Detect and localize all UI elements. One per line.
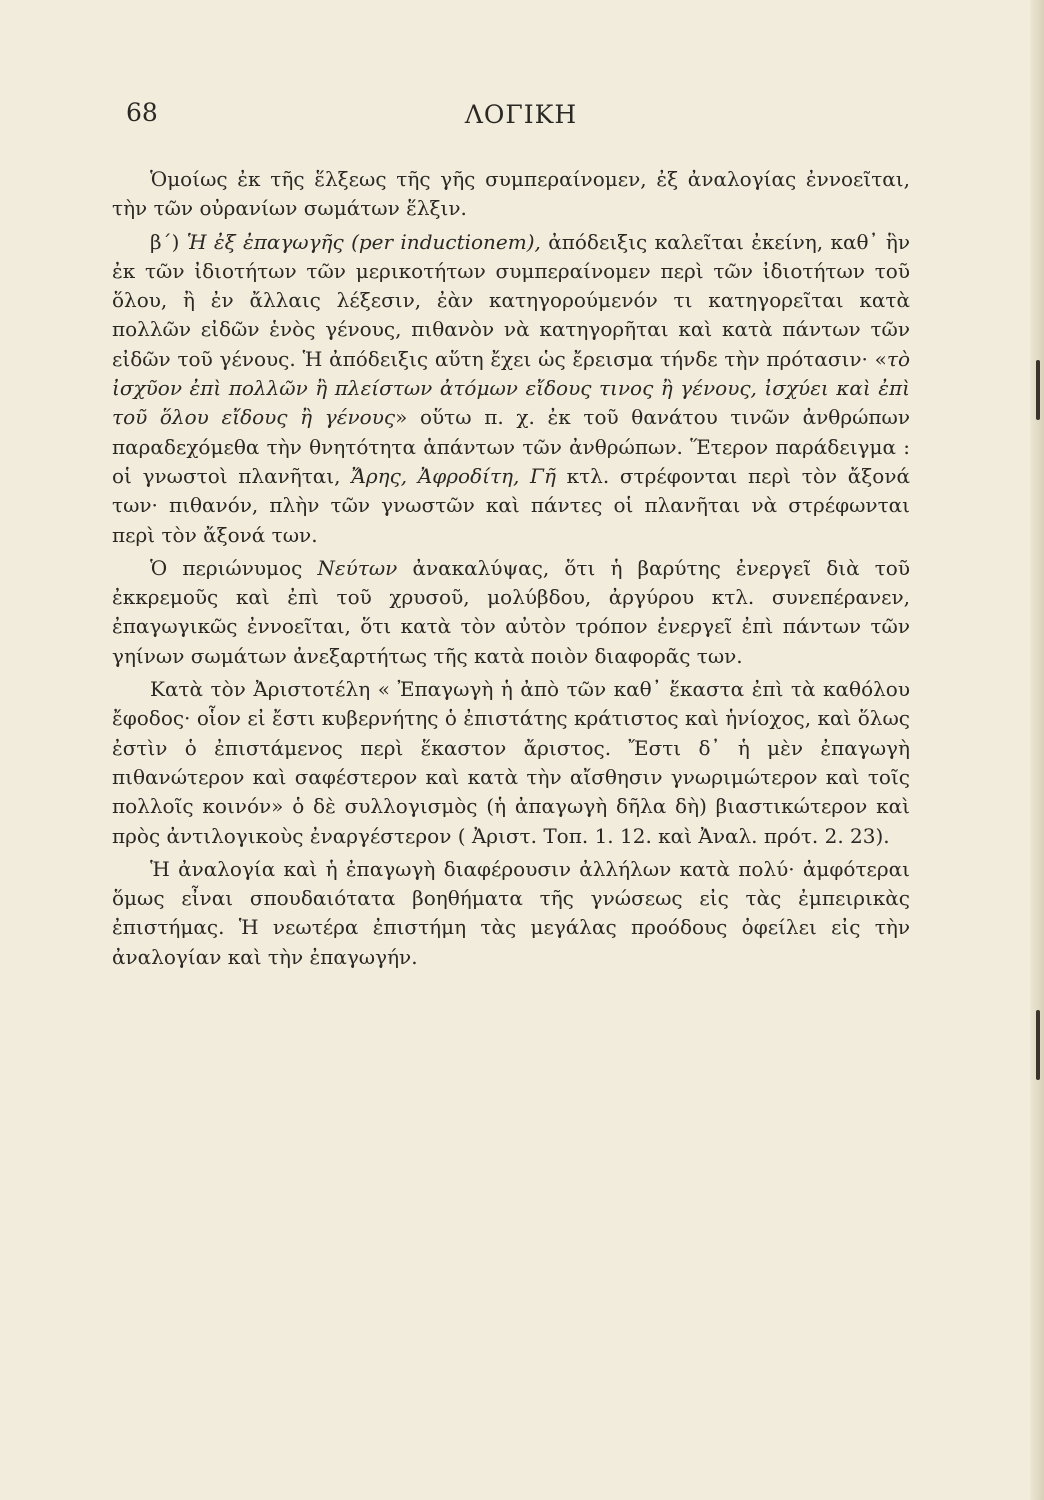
paragraph-4: Κατὰ τὸν Ἀριστοτέλη « Ἐπαγωγὴ ἡ ἀπὸ τῶν καθ᾽ ἕκαστα ἐπὶ τὰ καθόλου ἔφοδος· οἷον εἰ ἔστι κυβερνήτης ὁ ἐπιστάτης κράτιστος καὶ ἡνίοχος, καὶ ὅλως ἐστὶν ὁ ἐπιστάμενος περὶ ἕκαστον ἄριστος. Ἔστι δ᾽ ἡ μὲν ἐπαγωγὴ πιθανώτερον καὶ σαφέστερον καὶ κατὰ τὴν αἴσθησιν γνωριμώτερον καὶ τοῖς πολλοῖς κοινόν» ὁ δὲ συλλογισμὸς (ἡ ἀπαγωγὴ δῆλα δὴ) βιαστικώτερον καὶ πρὸς ἀντιλογικοὺς ἐναργέστερον ( Ἀριστ. Τοπ. 1. 12. καὶ Ἀναλ. πρότ. 2. 23). — [112, 677, 910, 848]
body-text — [112, 165, 910, 972]
p2-text-2: » οὕτω π. χ. ἐκ τοῦ θανάτου τινῶν ἀνθρώπων παραδεχόμεθα τὴν θνητότητα ἁπάντων τῶν ἀνθρώπων. Ἕτερον παράδειγμα : οἱ γνωστοὶ πλανῆται, — [112, 405, 910, 488]
paragraph-2 — [112, 228, 910, 550]
margin-mark — [1036, 1010, 1040, 1080]
page-number: 68 — [126, 98, 158, 127]
p2-term: Ἡ ἐξ ἐπαγωγῆς (per inductionem), — [186, 229, 541, 254]
p2-text: ἀπόδειξις καλεῖται ἐκείνη, καθ᾽ ἣν ἐκ τῶν ἰδιοτήτων τῶν μερικοτήτων συμπεραίνομεν περὶ τῶν ἰδιοτήτων τοῦ ὅλου, ἢ ἐν ἄλλαις λέξεσιν, ἐὰν κατηγορούμενόν τι κατηγορεῖται κατὰ πολλῶν εἰδῶν ἑνὸς γένους, πιθανὸν νὰ κατηγορῆται καὶ κατὰ πάντων τῶν εἰδῶν τοῦ γένους. Ἡ ἀπόδειξις αὕτη ἔχει ὡς ἔρεισμα τήνδε τὴν πρότασιν· « — [112, 229, 910, 371]
paragraph-3 — [112, 554, 910, 671]
p2-text-3: κτλ. στρέφονται περὶ τὸν ἄξονά των· πιθανόν, πλὴν τῶν γνωστῶν καὶ πάντες οἱ πλανῆται νὰ στρέφωνται περὶ τὸν ἄξονά των. — [112, 463, 910, 547]
paragraph-1: Ὁμοίως ἐκ τῆς ἕλξεως τῆς γῆς συμπεραίνομεν, ἐξ ἀναλογίας ἐννοεῖται, τὴν τῶν οὐρανίων σωμάτων ἕλξιν. — [112, 167, 910, 221]
page-edge — [1030, 0, 1044, 1500]
p2-planets: Ἄρης, Ἀφροδίτη, Γῆ — [351, 463, 556, 488]
p3-name: Νεύτων — [317, 555, 398, 580]
running-title: ΛΟΓΙΚΗ — [464, 100, 578, 129]
page-header — [126, 98, 916, 138]
p2-marker: β΄) — [150, 229, 187, 254]
p3-text: Ὁ περιώνυμος — [150, 555, 318, 580]
p3-text-2: ἀνακαλύψας, ὅτι ἡ βαρύτης ἐνεργεῖ διὰ τοῦ ἐκκρεμοῦς καὶ ἐπὶ τοῦ χρυσοῦ, μολύβδου, ἀργύρου κτλ. συνεπέρανεν, ἐπαγωγικῶς ἐννοεῖται, ὅτι κατὰ τὸν αὐτὸν τρόπον ἐνεργεῖ ἐπὶ πάντων τῶν γηίνων σωμάτων ἀνεξαρτήτως τῆς κατὰ ποιὸν διαφορᾶς των. — [112, 555, 910, 668]
margin-mark — [1036, 360, 1040, 420]
paragraph-5: Ἡ ἀναλογία καὶ ἡ ἐπαγωγὴ διαφέρουσιν ἀλλήλων κατὰ πολύ· ἀμφότεραι ὅμως εἶναι σπουδαιότατα βοηθήματα τῆς γνώσεως εἰς τὰς ἐμπειρικὰς ἐπιστήμας. Ἡ νεωτέρα ἐπιστήμη τὰς μεγάλας προόδους ὀφείλει εἰς τὴν ἀναλογίαν καὶ τὴν ἐπαγωγήν. — [112, 856, 910, 969]
p2-quote: τὸ ἰσχῦον ἐπὶ πολλῶν ἢ πλείστων ἀτόμων εἴδους τινος ἢ γένους, ἰσχύει καὶ ἐπὶ τοῦ ὅλου εἴδους ἢ γένους — [112, 346, 910, 430]
